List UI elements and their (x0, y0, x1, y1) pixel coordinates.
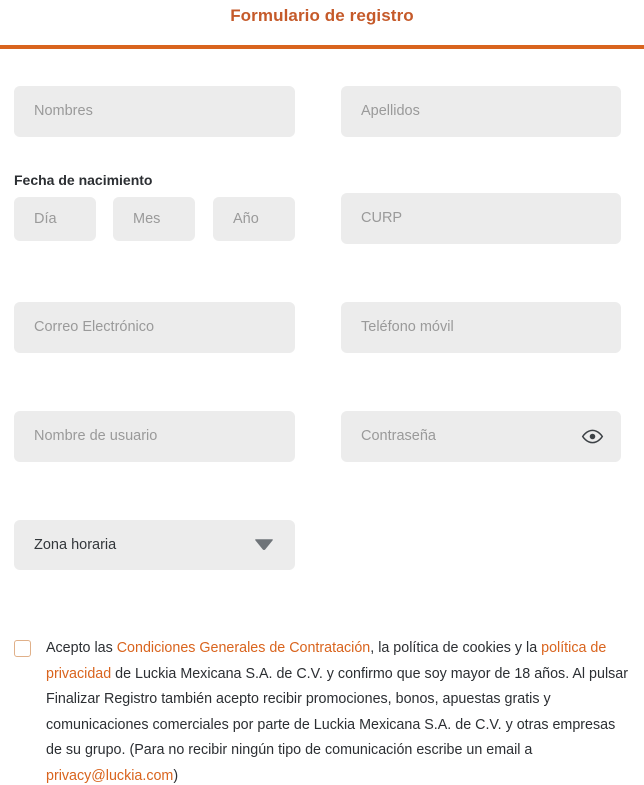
birth-year-placeholder: Año (233, 210, 259, 227)
birth-day-placeholder: Día (34, 210, 57, 227)
password-field[interactable] (341, 411, 621, 462)
terms-checkbox[interactable] (14, 640, 31, 657)
terms-conditions-link[interactable]: Condiciones Generales de Contratación (116, 640, 371, 656)
username-placeholder: Nombre de usuario (34, 428, 158, 445)
privacy-email-link[interactable]: privacy@luckia.com (46, 767, 174, 784)
chevron-down-icon[interactable] (253, 534, 275, 556)
birth-month-field[interactable] (113, 197, 195, 241)
birth-date-label: Fecha de nacimiento (14, 172, 153, 188)
terms-segment-1: Acepto las (46, 640, 117, 656)
timezone-selected-value: Zona horaria (34, 536, 117, 553)
first-name-placeholder: Nombres (34, 103, 93, 120)
page-title: Formulario de registro (230, 6, 414, 25)
curp-placeholder: CURP (361, 210, 403, 227)
terms-acceptance-row (14, 636, 630, 785)
curp-field[interactable] (341, 193, 621, 244)
last-name-placeholder: Apellidos (361, 103, 420, 120)
eye-icon[interactable] (580, 425, 604, 449)
birth-month-placeholder: Mes (133, 210, 161, 227)
terms-segment-2: , la política de cookies y la (370, 640, 542, 656)
email-placeholder: Correo Electrónico (34, 319, 155, 336)
birth-day-field[interactable] (14, 197, 96, 241)
last-name-field[interactable] (341, 86, 621, 137)
terms-segment-4: ) (173, 767, 179, 784)
phone-field[interactable] (341, 302, 621, 353)
phone-placeholder: Teléfono móvil (361, 319, 454, 336)
terms-segment-3: de Luckia Mexicana S.A. de C.V. y confirmo que soy mayor de 18 años. Al pulsar Finalizar Registro también acepto recibir promociones, bonos, apuestas gratis y comunicaciones comerciales por parte de Luckia Mexicana S.A. de C.V. y otras empresas de su grupo. (Para no recibir ningún tipo de comunicación escribe un email a (46, 665, 628, 758)
username-field[interactable] (14, 411, 295, 462)
password-placeholder: Contraseña (361, 428, 436, 445)
terms-text (46, 636, 630, 785)
timezone-select[interactable] (14, 520, 295, 570)
birth-year-field[interactable] (213, 197, 295, 241)
privacy-policy-link[interactable]: política de privacidad (46, 640, 607, 682)
title-divider (0, 45, 644, 49)
first-name-field[interactable] (14, 86, 295, 137)
email-field[interactable] (14, 302, 295, 353)
